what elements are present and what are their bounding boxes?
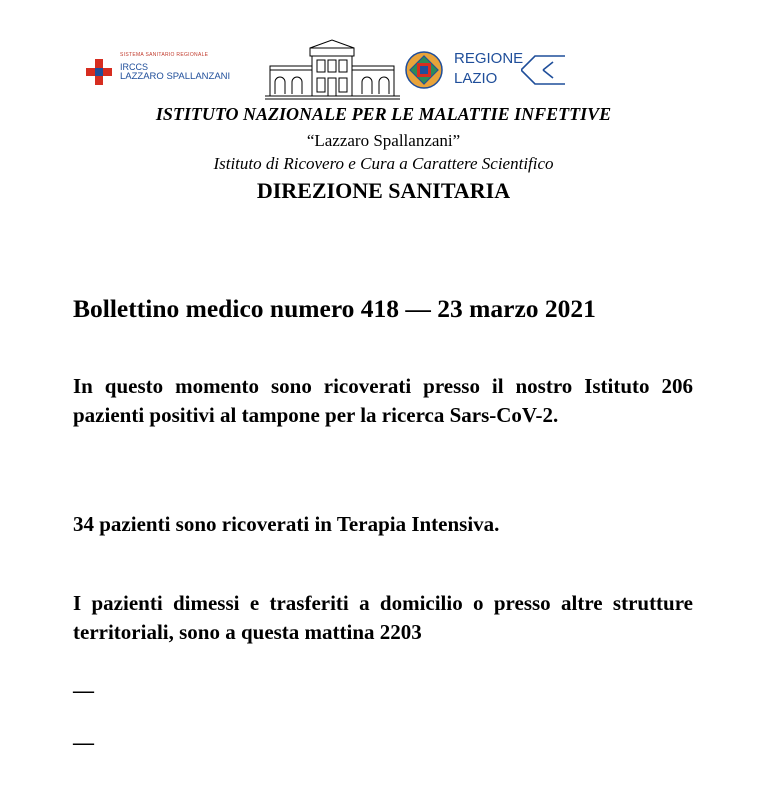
logo-bar xyxy=(0,0,767,105)
irccs-label: IRCCS xyxy=(120,62,149,72)
paragraph-discharged: I pazienti dimessi e trasferiti a domicilio o presso altre strutture territoriali, sono a questa mattina 2203 xyxy=(73,591,693,644)
red-cross-icon xyxy=(86,59,112,85)
institute-title: “Lazzaro Spallanzani” xyxy=(306,131,461,150)
bulletin-title: Bollettino medico numero 418 — 23 marzo 2021 xyxy=(73,294,596,323)
irccs-system-text: SISTEMA SANITARIO REGIONALE xyxy=(120,52,209,58)
institute-building-icon xyxy=(265,38,400,100)
department-heading: DIREZIONE SANITARIA xyxy=(256,178,511,203)
lazio-label: LAZIO xyxy=(454,70,498,87)
dash-separator: — xyxy=(73,678,94,702)
spallanzani-label: LAZZARO SPALLANZANI xyxy=(120,71,231,82)
paragraph-patients-admitted: In questo momento sono ricoverati presso il nostro Istituto 206 pazienti positivi al tampone per la ricerca Sars-CoV-2. xyxy=(73,374,693,427)
chevron-lines-icon xyxy=(521,50,565,90)
regione-lazio-emblem-icon xyxy=(405,51,443,89)
institute-subtitle: Istituto di Ricovero e Cura a Carattere Scientifico xyxy=(213,154,554,173)
dash-separator: — xyxy=(73,730,94,754)
irccs-spallanzani-logo xyxy=(86,50,256,86)
regione-label: REGIONE xyxy=(454,50,524,67)
regione-lazio-logo xyxy=(405,48,565,92)
institute-name: ISTITUTO NAZIONALE PER LE MALATTIE INFETTIVE xyxy=(155,104,612,124)
paragraph-intensive-care: 34 pazienti sono ricoverati in Terapia Intensiva. xyxy=(73,512,500,536)
